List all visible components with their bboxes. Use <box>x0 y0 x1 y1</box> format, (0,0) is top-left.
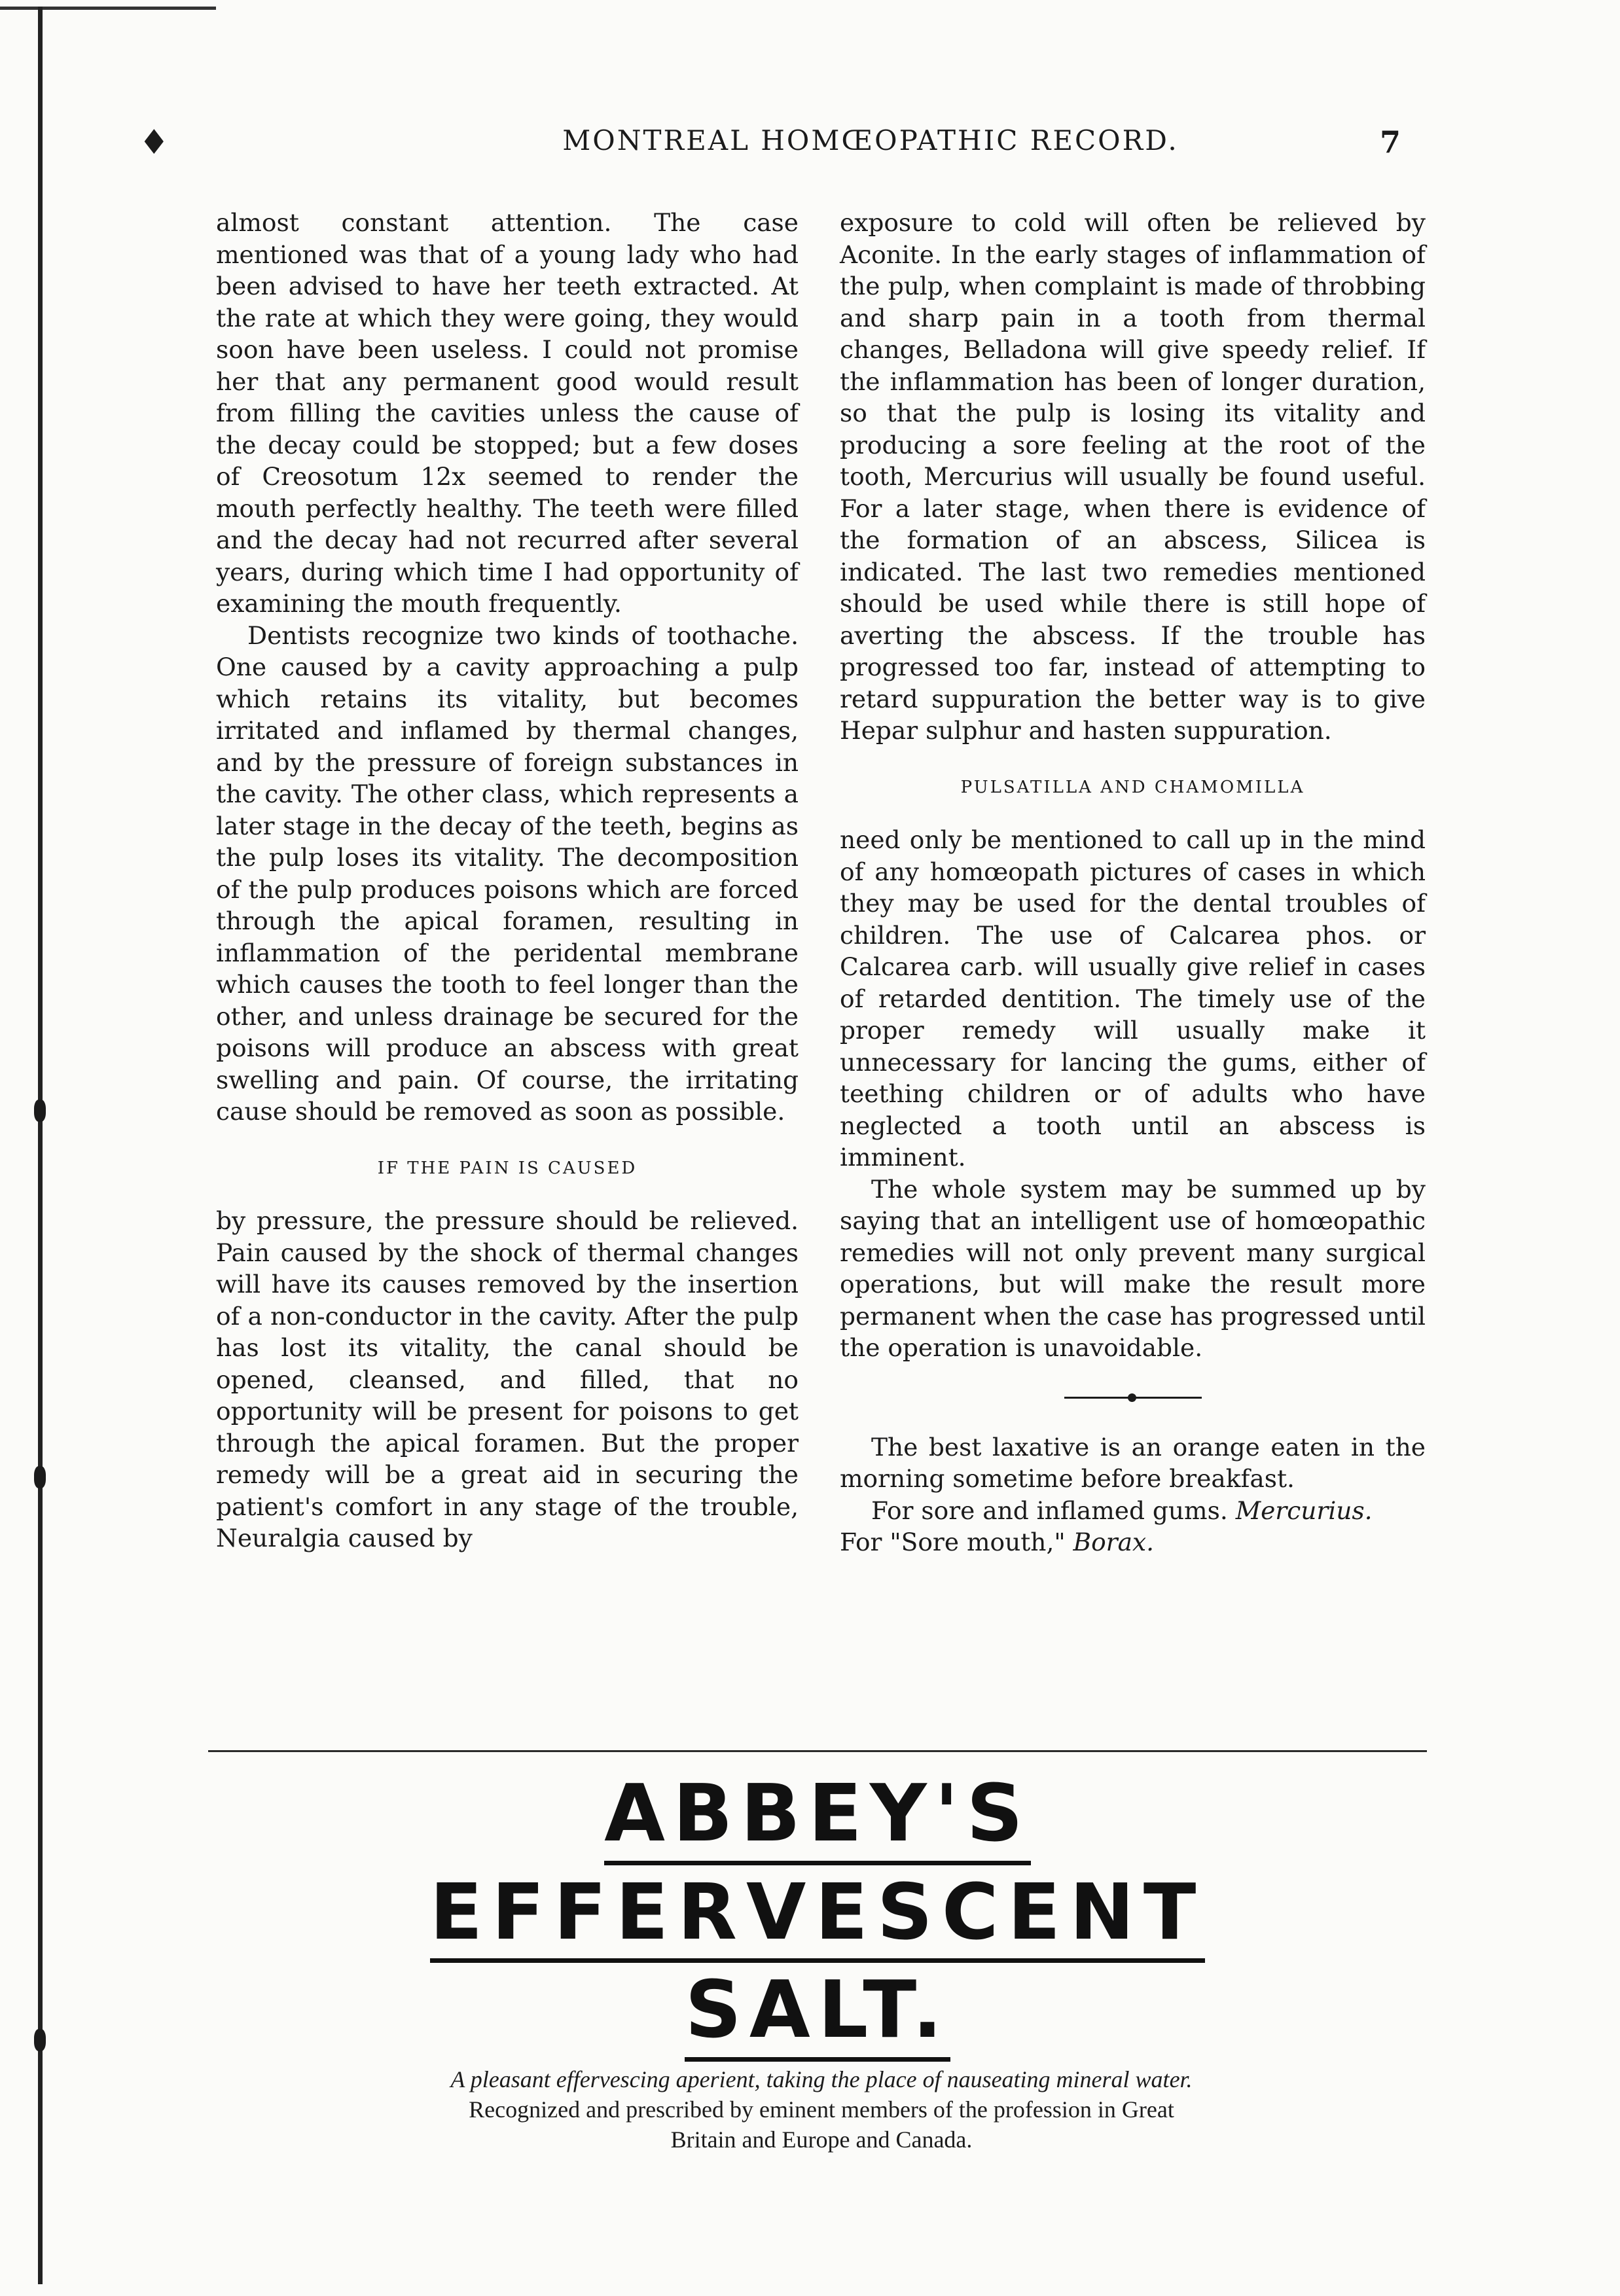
note-laxative: The best laxative is an orange eaten in the morning sometime before breakfast. <box>840 1432 1426 1493</box>
paragraph: exposure to cold will often be relieved by Aconite. In the early stages of inflammation of the pulp, when complaint is made of throbbing and sharp pain in a tooth from thermal changes, Belladona will give speedy relief. If the inflammation has been of longer duration, so that the pulp is losing its vitality and producing a sore feeling at the root of the tooth, Mercurius will usually be found useful. For a later stage, when there is evidence of the formation of an abscess, Silicea is indicated. The last two remedies mentioned should be used while there is still hope of averting the abscess. If the trouble has progressed too far, instead of attempting to retard suppuration the better way is to give Hepar sulphur and hasten suppuration. <box>840 208 1426 745</box>
paragraph: The whole system may be summed up by saying that an intelligent use of homœopathic remedies will not only prevent many surgical operations, but will make the result more permanent when the case has progressed until the operation is unavoidable. <box>840 1174 1426 1362</box>
ad-description <box>216 2064 1427 2155</box>
binding-mark <box>34 1100 46 1122</box>
page-number: 7 <box>1380 124 1401 160</box>
binding-top-rule <box>0 7 216 10</box>
section-subhead: PULSATILLA AND CHAMOMILLA <box>960 777 1305 797</box>
paragraph: almost constant attention. The case mentioned was that of a young lady who had been advised to have her teeth extracted. At the rate at which they were going, they would soon have been useless. I could not promise her that any permanent good would result from filling the cavities unless the cause of the decay could be stopped; but a few doses of Creosotum 12x seemed to render the mouth perfectly healthy. The teeth were filled and the decay had not recurred after several years, during which time I had opportunity of examining the mouth frequently. <box>216 208 799 618</box>
ad-headline-text: EFFERVESCENT <box>430 1867 1206 1963</box>
section-separator <box>1064 1397 1202 1399</box>
note-text: For "Sore mouth," <box>840 1528 1066 1556</box>
left-column <box>216 207 799 1554</box>
binding-mark <box>34 2029 46 2051</box>
right-column <box>840 207 1426 1558</box>
ad-headline-line-2 <box>208 1867 1427 1963</box>
ad-description-line: A pleasant effervescing aperient, taking the place of nauseating mineral water. <box>450 2066 1193 2092</box>
note-gums <box>840 1495 1426 1527</box>
ad-headline-text: SALT. <box>685 1965 950 2062</box>
ad-headline-line-3 <box>208 1965 1427 2062</box>
binding-mark <box>34 1466 46 1488</box>
ad-description-line: Britain and Europe and Canada. <box>670 2126 973 2153</box>
note-text: For sore and inflamed gums. <box>871 1496 1228 1525</box>
remedy-name: Borax. <box>1073 1528 1155 1556</box>
note-sore-mouth <box>840 1526 1426 1558</box>
ad-description-line: Recognized and prescribed by eminent members of the profession in Great <box>469 2096 1174 2123</box>
ad-headline-line-1 <box>208 1768 1427 1865</box>
paragraph: need only be mentioned to call up in the mind of any homœopath pictures of cases in which they may be used for the dental troubles of children. The use of Calcarea phos. or Calcarea carb. will usually give relief in cases of retarded dentition. The timely use of the proper remedy will usually make it unnecessary for lancing the gums, either of teething children or of adults who have neglected a tooth until an abscess is imminent. <box>840 825 1426 1172</box>
binding-margin-rule <box>38 7 43 2284</box>
ad-headline-text: ABBEY'S <box>604 1768 1031 1865</box>
remedy-name: Mercurius. <box>1235 1496 1373 1525</box>
running-title: MONTREAL HOMŒOPATHIC RECORD. <box>562 124 1179 156</box>
paragraph: by pressure, the pressure should be relieved. Pain caused by the shock of thermal changes will have its causes removed by the insertion of a non-conductor in the cavity. After the pulp has lost its vitality, the canal should be opened, cleansed, and filled, that no opportunity will be present for poisons to get through the apical foramen. But the proper remedy will be a great aid in securing the patient's comfort in any stage of the trouble, Neuralgia caused by <box>216 1206 799 1552</box>
section-subhead: IF THE PAIN IS CAUSED <box>377 1158 638 1178</box>
advertisement-divider <box>208 1750 1427 1752</box>
header-ornament: ♦ <box>139 123 170 162</box>
paragraph: Dentists recognize two kinds of toothache. One caused by a cavity approaching a pulp which retains its vitality, but becomes irritated and inflamed by thermal changes, and by the pressure of foreign substances in the cavity. The other class, which represents a later stage in the decay of the teeth, begins as the pulp loses its vitality. The decomposition of the pulp produces poisons which are forced through the apical foramen, resulting in inflammation of the peridental membrane which causes the tooth to feel longer than the other, and unless drainage be secured for the poisons will produce an abscess with great swelling and pain. Of course, the irritating cause should be removed as soon as possible. <box>216 620 799 1126</box>
